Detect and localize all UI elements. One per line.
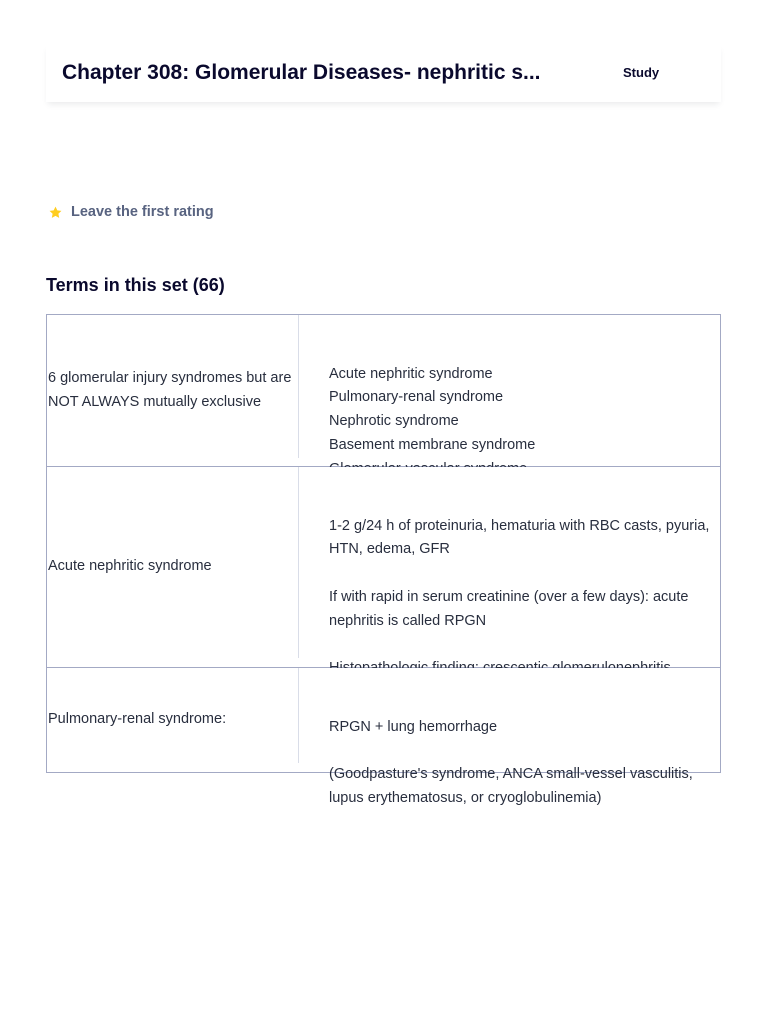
definition-text	[329, 315, 720, 466]
definition-label: RPGN + lung hemorrhage (Goodpasture's syndrome, ANCA small-vessel vasculitis, lupus erythematosus, or cryoglobulinemia)	[329, 718, 693, 806]
terms-heading: Terms in this set (66)	[46, 275, 225, 295]
card-divider	[298, 467, 299, 658]
term-text	[47, 315, 298, 466]
terms-list	[46, 314, 721, 806]
card-divider	[298, 668, 299, 763]
term-label: Acute nephritic syndrome	[48, 558, 212, 575]
term-label: 6 glomerular injury syndromes but are NOT ALWAYS mutually exclusive	[48, 369, 292, 410]
definition-label: Acute nephritic syndrome Pulmonary-renal syndrome Nephrotic syndrome Basement membrane syndrome	[329, 365, 536, 453]
set-header	[46, 44, 721, 102]
term-card	[46, 467, 721, 668]
definition-label: 1-2 g/24 h of proteinuria, hematuria with RBC casts, pyuria, HTN, edema, GFR If with rapid in serum creatinine (over a few days): acute nephritis is called RPGN	[329, 517, 710, 629]
term-text	[47, 668, 298, 772]
set-title: Chapter 308: Glomerular Diseases- nephritic s...	[62, 61, 541, 84]
term-label: Pulmonary-renal syndrome:	[48, 711, 227, 728]
term-text	[47, 467, 298, 667]
term-card	[46, 314, 721, 467]
study-button[interactable]: Study	[623, 65, 660, 80]
rating-link[interactable]	[48, 202, 214, 222]
definition-text	[329, 668, 720, 806]
definition-text	[329, 467, 720, 667]
card-divider	[298, 315, 299, 458]
rating-label: Leave the first rating	[71, 204, 214, 220]
term-card	[46, 668, 721, 806]
star-icon	[48, 205, 63, 220]
